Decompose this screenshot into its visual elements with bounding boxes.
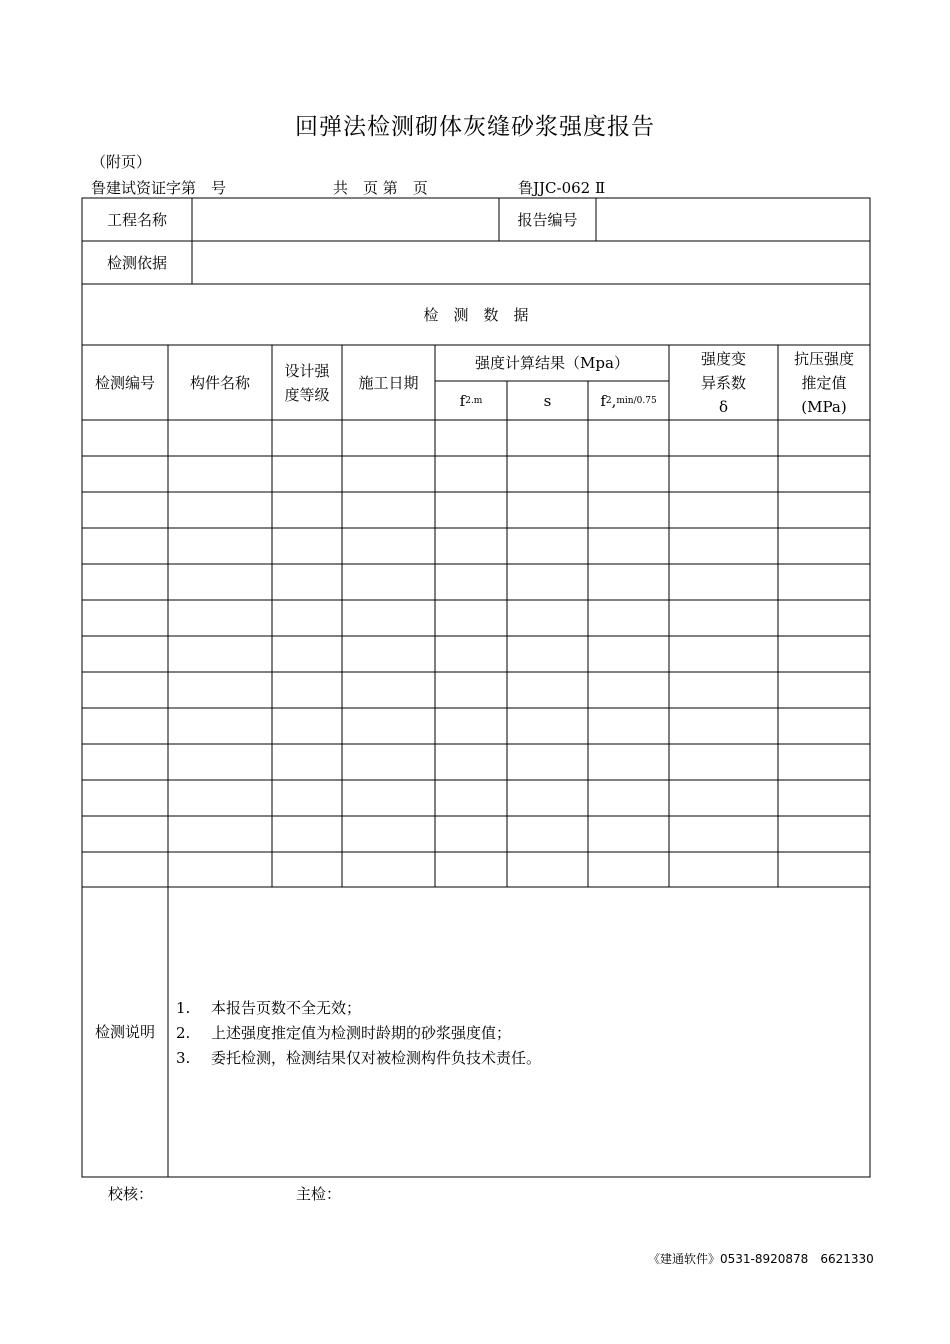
report-number-field[interactable]: [596, 198, 870, 241]
est-line-1: 抗压强度: [793, 349, 854, 368]
note-number: 2.: [176, 1024, 191, 1042]
design-grade-line-2: 度等级: [284, 385, 330, 404]
column-f2min: [588, 381, 669, 420]
column-s: s: [543, 391, 552, 410]
inspector-label: 主检：: [296, 1185, 342, 1203]
basis-field[interactable]: [192, 241, 870, 284]
cv-line-1: 强度变: [700, 349, 746, 368]
f2min-subscript-1: 2: [605, 395, 612, 406]
column-strength-result: 强度计算结果（Mpa）: [475, 354, 629, 372]
report-title: 回弹法检测砌体灰缝砂浆强度报告: [295, 114, 655, 140]
cv-line-3: δ: [718, 397, 729, 416]
notes-list: [176, 996, 541, 1071]
basis-label: 检测依据: [106, 253, 167, 272]
note-item: [176, 1021, 541, 1046]
column-estimated-strength: [778, 345, 870, 420]
note-item: [176, 996, 541, 1021]
form-code: 鲁JJC-062 Ⅱ: [518, 179, 606, 197]
est-line-3: (MPa): [801, 397, 847, 416]
column-design-grade: [272, 345, 342, 420]
f2m-symbol: f: [459, 391, 466, 410]
notes-label: 检测说明: [94, 1023, 155, 1041]
note-number: 3.: [176, 1049, 191, 1067]
attachment-label: （附页）: [91, 153, 152, 171]
report-number-label: 报告编号: [517, 210, 578, 229]
page-count: 共 页 第 页: [333, 179, 428, 197]
f2min-separator: ,: [611, 391, 617, 410]
note-text: 委托检测，检测结果仅对被检测构件负技术责任。: [211, 1049, 542, 1067]
column-f2m: [435, 381, 507, 420]
project-name-label: 工程名称: [106, 210, 167, 229]
cv-line-2: 异系数: [700, 373, 746, 392]
column-variation-coefficient: [669, 345, 778, 420]
section-title: 检 测 数 据: [423, 305, 529, 324]
review-label: 校核：: [108, 1185, 154, 1203]
note-text: 本报告页数不全无效；: [211, 999, 362, 1017]
software-copyright: 《建通软件》0531-8920878 6621330: [648, 1252, 874, 1266]
column-test-number: 检测编号: [94, 373, 155, 392]
column-component-name: 构件名称: [189, 373, 250, 392]
f2min-subscript-2: min/0.75: [616, 395, 657, 406]
est-line-2: 推定值: [801, 373, 847, 392]
f2m-subscript: 2.m: [465, 395, 483, 406]
f2min-symbol: f: [600, 391, 606, 410]
note-number: 1.: [176, 999, 191, 1017]
note-item: [176, 1046, 541, 1071]
certificate-number: 鲁建试资证字第 号: [91, 179, 227, 197]
design-grade-line-1: 设计强: [284, 361, 330, 380]
project-name-field[interactable]: [192, 198, 499, 241]
note-text: 上述强度推定值为检测时龄期的砂浆强度值；: [211, 1024, 512, 1042]
column-construction-date: 施工日期: [358, 373, 419, 392]
